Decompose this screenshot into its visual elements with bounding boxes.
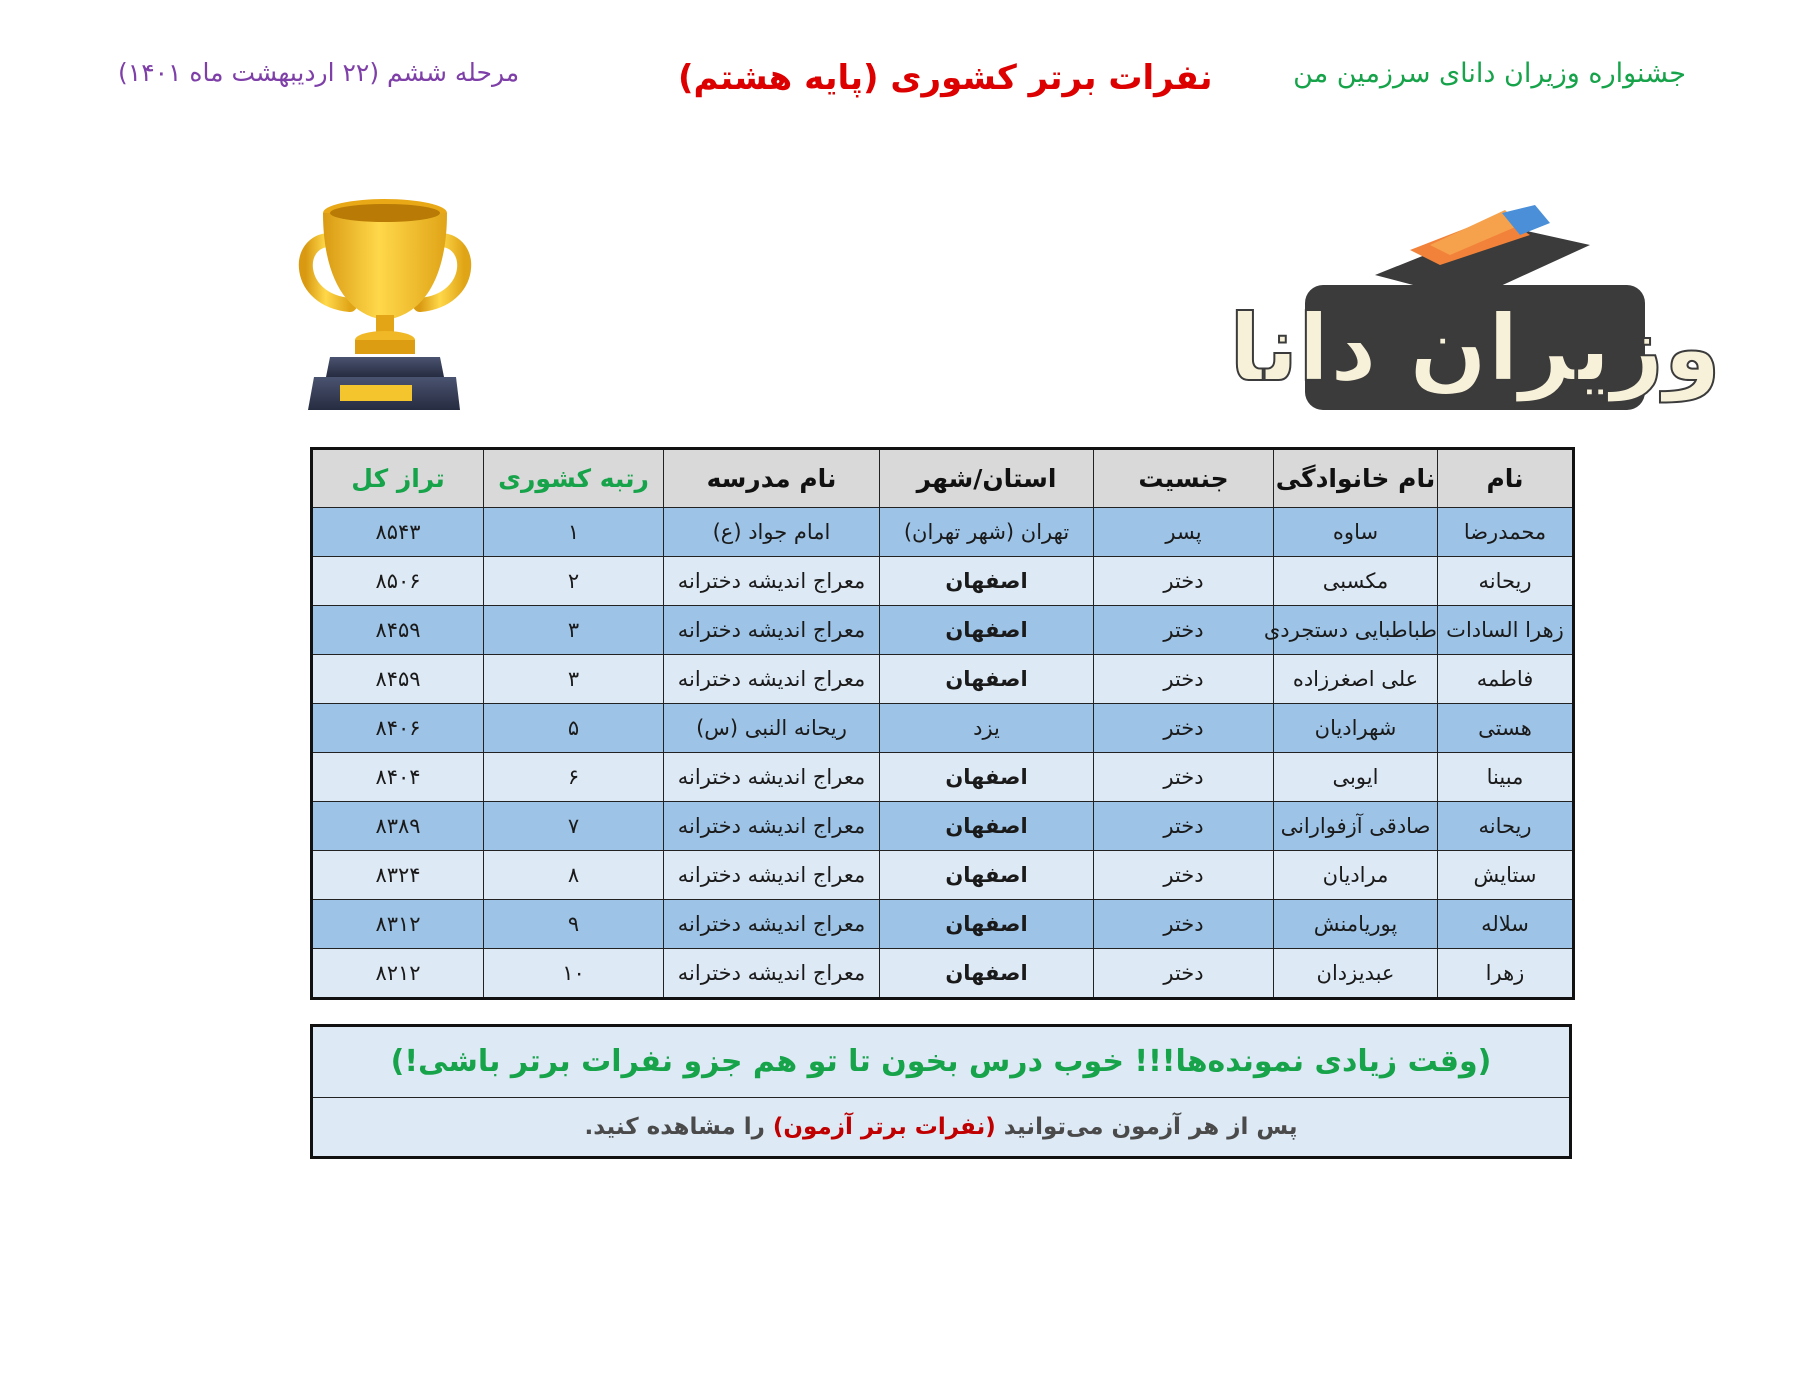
cell-score: ۸۴۰۴ xyxy=(312,753,484,802)
cell-last-name: ایوبی xyxy=(1274,753,1438,802)
cell-rank: ۸ xyxy=(484,851,664,900)
motivation-text: (وقت زیادی نمونده‌ها!!! خوب درس بخون تا تو هم جزو نفرات برتر باشی!) xyxy=(313,1027,1569,1098)
table-row xyxy=(312,753,1574,802)
cell-first-name: ستایش xyxy=(1438,851,1574,900)
cell-gender: دختر xyxy=(1094,704,1274,753)
cell-rank: ۵ xyxy=(484,704,664,753)
table-header-row xyxy=(312,449,1574,508)
results-table xyxy=(310,447,1575,1000)
cell-score: ۸۳۸۹ xyxy=(312,802,484,851)
cell-school: معراج اندیشه دخترانه xyxy=(664,606,880,655)
col-gender: جنسیت xyxy=(1094,449,1274,508)
cell-gender: دختر xyxy=(1094,557,1274,606)
cell-rank: ۶ xyxy=(484,753,664,802)
cell-last-name: شهرادیان xyxy=(1274,704,1438,753)
cell-city: اصفهان xyxy=(880,753,1094,802)
cell-gender: پسر xyxy=(1094,508,1274,557)
cell-city: یزد xyxy=(880,704,1094,753)
cell-gender: دختر xyxy=(1094,655,1274,704)
cell-score: ۸۲۱۲ xyxy=(312,949,484,999)
cell-rank: ۲ xyxy=(484,557,664,606)
cell-first-name: زهرا السادات xyxy=(1438,606,1574,655)
cell-gender: دختر xyxy=(1094,949,1274,999)
cell-school: ریحانه النبی (س) xyxy=(664,704,880,753)
cell-last-name: پوریامنش xyxy=(1274,900,1438,949)
cell-city: تهران (شهر تهران) xyxy=(880,508,1094,557)
cell-last-name: مرادیان xyxy=(1274,851,1438,900)
cell-gender: دختر xyxy=(1094,900,1274,949)
trophy-icon xyxy=(300,195,470,425)
cell-score: ۸۴۵۹ xyxy=(312,606,484,655)
table-row xyxy=(312,900,1574,949)
col-rank: رتبه کشوری xyxy=(484,449,664,508)
cell-score: ۸۵۴۳ xyxy=(312,508,484,557)
note-after: را مشاهده کنید. xyxy=(584,1114,773,1140)
cell-rank: ۱۰ xyxy=(484,949,664,999)
cell-school: معراج اندیشه دخترانه xyxy=(664,851,880,900)
page-title: نفرات برتر کشوری (پایه هشتم) xyxy=(678,58,1213,98)
table-row xyxy=(312,704,1574,753)
cell-school: معراج اندیشه دخترانه xyxy=(664,949,880,999)
cell-score: ۸۳۲۴ xyxy=(312,851,484,900)
cell-gender: دختر xyxy=(1094,851,1274,900)
cell-gender: دختر xyxy=(1094,606,1274,655)
table-row xyxy=(312,557,1574,606)
logo-text: وزیران دانا xyxy=(1229,295,1721,402)
table-row xyxy=(312,606,1574,655)
note-text xyxy=(313,1098,1569,1156)
cell-city: اصفهان xyxy=(880,655,1094,704)
cell-last-name: مکسبی xyxy=(1274,557,1438,606)
cell-city: اصفهان xyxy=(880,802,1094,851)
cell-rank: ۳ xyxy=(484,655,664,704)
cell-last-name: عبدیزدان xyxy=(1274,949,1438,999)
cell-first-name: ریحانه xyxy=(1438,557,1574,606)
stage-date: مرحله ششم (۲۲ اردیبهشت ماه ۱۴۰۱) xyxy=(118,58,520,87)
col-last-name: نام خانوادگی xyxy=(1274,449,1438,508)
cell-score: ۸۴۰۶ xyxy=(312,704,484,753)
col-school: نام مدرسه xyxy=(664,449,880,508)
col-score: تراز کل xyxy=(312,449,484,508)
cell-school: معراج اندیشه دخترانه xyxy=(664,753,880,802)
cell-city: اصفهان xyxy=(880,949,1094,999)
site-logo xyxy=(1229,205,1721,430)
cell-score: ۸۳۱۲ xyxy=(312,900,484,949)
cell-first-name: محمدرضا xyxy=(1438,508,1574,557)
cell-score: ۸۴۵۹ xyxy=(312,655,484,704)
cell-school: معراج اندیشه دخترانه xyxy=(664,557,880,606)
cell-rank: ۷ xyxy=(484,802,664,851)
cell-gender: دختر xyxy=(1094,802,1274,851)
cell-first-name: فاطمه xyxy=(1438,655,1574,704)
cell-city: اصفهان xyxy=(880,851,1094,900)
cell-last-name: طباطبایی دستجردی xyxy=(1274,606,1438,655)
cell-rank: ۹ xyxy=(484,900,664,949)
table-row xyxy=(312,802,1574,851)
cell-score: ۸۵۰۶ xyxy=(312,557,484,606)
cell-rank: ۳ xyxy=(484,606,664,655)
cell-first-name: مبینا xyxy=(1438,753,1574,802)
cell-last-name: ساوه xyxy=(1274,508,1438,557)
cell-first-name: هستی xyxy=(1438,704,1574,753)
cell-first-name: ریحانه xyxy=(1438,802,1574,851)
cell-first-name: زهرا xyxy=(1438,949,1574,999)
cell-first-name: سلاله xyxy=(1438,900,1574,949)
cell-school: معراج اندیشه دخترانه xyxy=(664,802,880,851)
table-row xyxy=(312,851,1574,900)
footer-box xyxy=(310,1024,1572,1159)
cell-last-name: صادقی آزفوارانی xyxy=(1274,802,1438,851)
top-results-link[interactable]: (نفرات برتر آزمون) xyxy=(772,1114,996,1140)
col-first-name: نام xyxy=(1438,449,1574,508)
cell-last-name: علی اصغرزاده xyxy=(1274,655,1438,704)
cell-school: معراج اندیشه دخترانه xyxy=(664,655,880,704)
cell-school: امام جواد (ع) xyxy=(664,508,880,557)
cell-city: اصفهان xyxy=(880,606,1094,655)
col-city: استان/شهر xyxy=(880,449,1094,508)
note-before: پس از هر آزمون می‌توانید xyxy=(995,1114,1298,1140)
cell-city: اصفهان xyxy=(880,557,1094,606)
cell-city: اصفهان xyxy=(880,900,1094,949)
cell-school: معراج اندیشه دخترانه xyxy=(664,900,880,949)
cell-gender: دختر xyxy=(1094,753,1274,802)
cell-rank: ۱ xyxy=(484,508,664,557)
festival-title: جشنواره وزیران دانای سرزمین من xyxy=(1293,58,1686,89)
table-row xyxy=(312,508,1574,557)
table-row xyxy=(312,949,1574,999)
table-row xyxy=(312,655,1574,704)
